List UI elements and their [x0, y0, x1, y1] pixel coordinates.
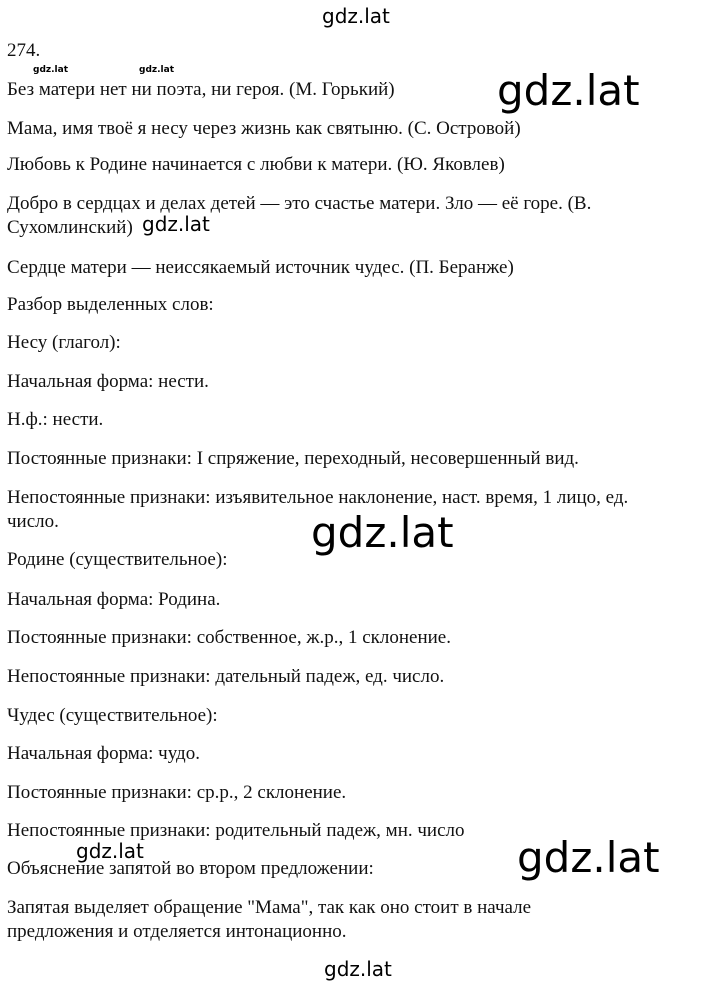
word2-heading: Родине (существительное): — [7, 549, 228, 570]
watermark-footer: gdz.lat — [324, 957, 392, 981]
watermark-mid-2: gdz.lat — [76, 839, 144, 863]
watermark-tiny-1: gdz.lat — [33, 65, 69, 75]
watermark-big-1: gdz.lat — [497, 66, 640, 115]
comma-text-line-2: предложения и отделяется интонационно. — [7, 921, 347, 942]
watermark-mid-1: gdz.lat — [142, 212, 210, 236]
word1-variable-features-line-2: число. — [7, 511, 59, 532]
watermark-big-3: gdz.lat — [517, 833, 660, 882]
word2-variable-features: Непостоянные признаки: дательный падеж, ед. число. — [7, 666, 445, 687]
quote-sukhomlinsky-line-2: Сухомлинский) — [7, 217, 133, 238]
quote-gorky: Без матери нет ни поэта, ни героя. (М. Горький) — [7, 79, 395, 100]
word3-heading: Чудес (существительное): — [7, 705, 218, 726]
quote-sukhomlinsky-line-1: Добро в сердцах и делах детей — это счастье матери. Зло — её горе. (В. — [7, 193, 592, 214]
word3-constant-features: Постоянные признаки: ср.р., 2 склонение. — [7, 782, 347, 803]
word1-heading: Несу (глагол): — [7, 332, 121, 353]
word3-variable-features: Непостоянные признаки: родительный падеж, мн. число — [7, 820, 465, 841]
word2-constant-features: Постоянные признаки: собственное, ж.р., 1 склонение. — [7, 627, 451, 648]
word2-initial-form: Начальная форма: Родина. — [7, 589, 221, 610]
word3-initial-form: Начальная форма: чудо. — [7, 743, 200, 764]
word1-variable-features-line-1: Непостоянные признаки: изъявительное наклонение, наст. время, 1 лицо, ед. — [7, 487, 629, 508]
comma-text-line-1: Запятая выделяет обращение "Мама", так как оно стоит в начале — [7, 897, 532, 918]
quote-yakovlev: Любовь к Родине начинается с любви к матери. (Ю. Яковлев) — [7, 154, 505, 175]
word1-initial-form: Начальная форма: нести. — [7, 371, 209, 392]
analysis-title: Разбор выделенных слов: — [7, 294, 214, 315]
quote-beranger: Сердце матери — неиссякаемый источник чудес. (П. Беранже) — [7, 257, 514, 278]
exercise-number: 274. — [7, 40, 41, 61]
watermark-big-2: gdz.lat — [311, 508, 454, 557]
quote-ostrovoy: Мама, имя твоё я несу через жизнь как святыню. (С. Островой) — [7, 118, 521, 139]
word1-short-form: Н.ф.: нести. — [7, 409, 104, 430]
word1-constant-features: Постоянные признаки: I спряжение, переходный, несовершенный вид. — [7, 448, 579, 469]
comma-title: Объяснение запятой во втором предложении: — [7, 858, 374, 879]
watermark-tiny-2: gdz.lat — [139, 65, 175, 75]
watermark-header: gdz.lat — [322, 4, 390, 28]
